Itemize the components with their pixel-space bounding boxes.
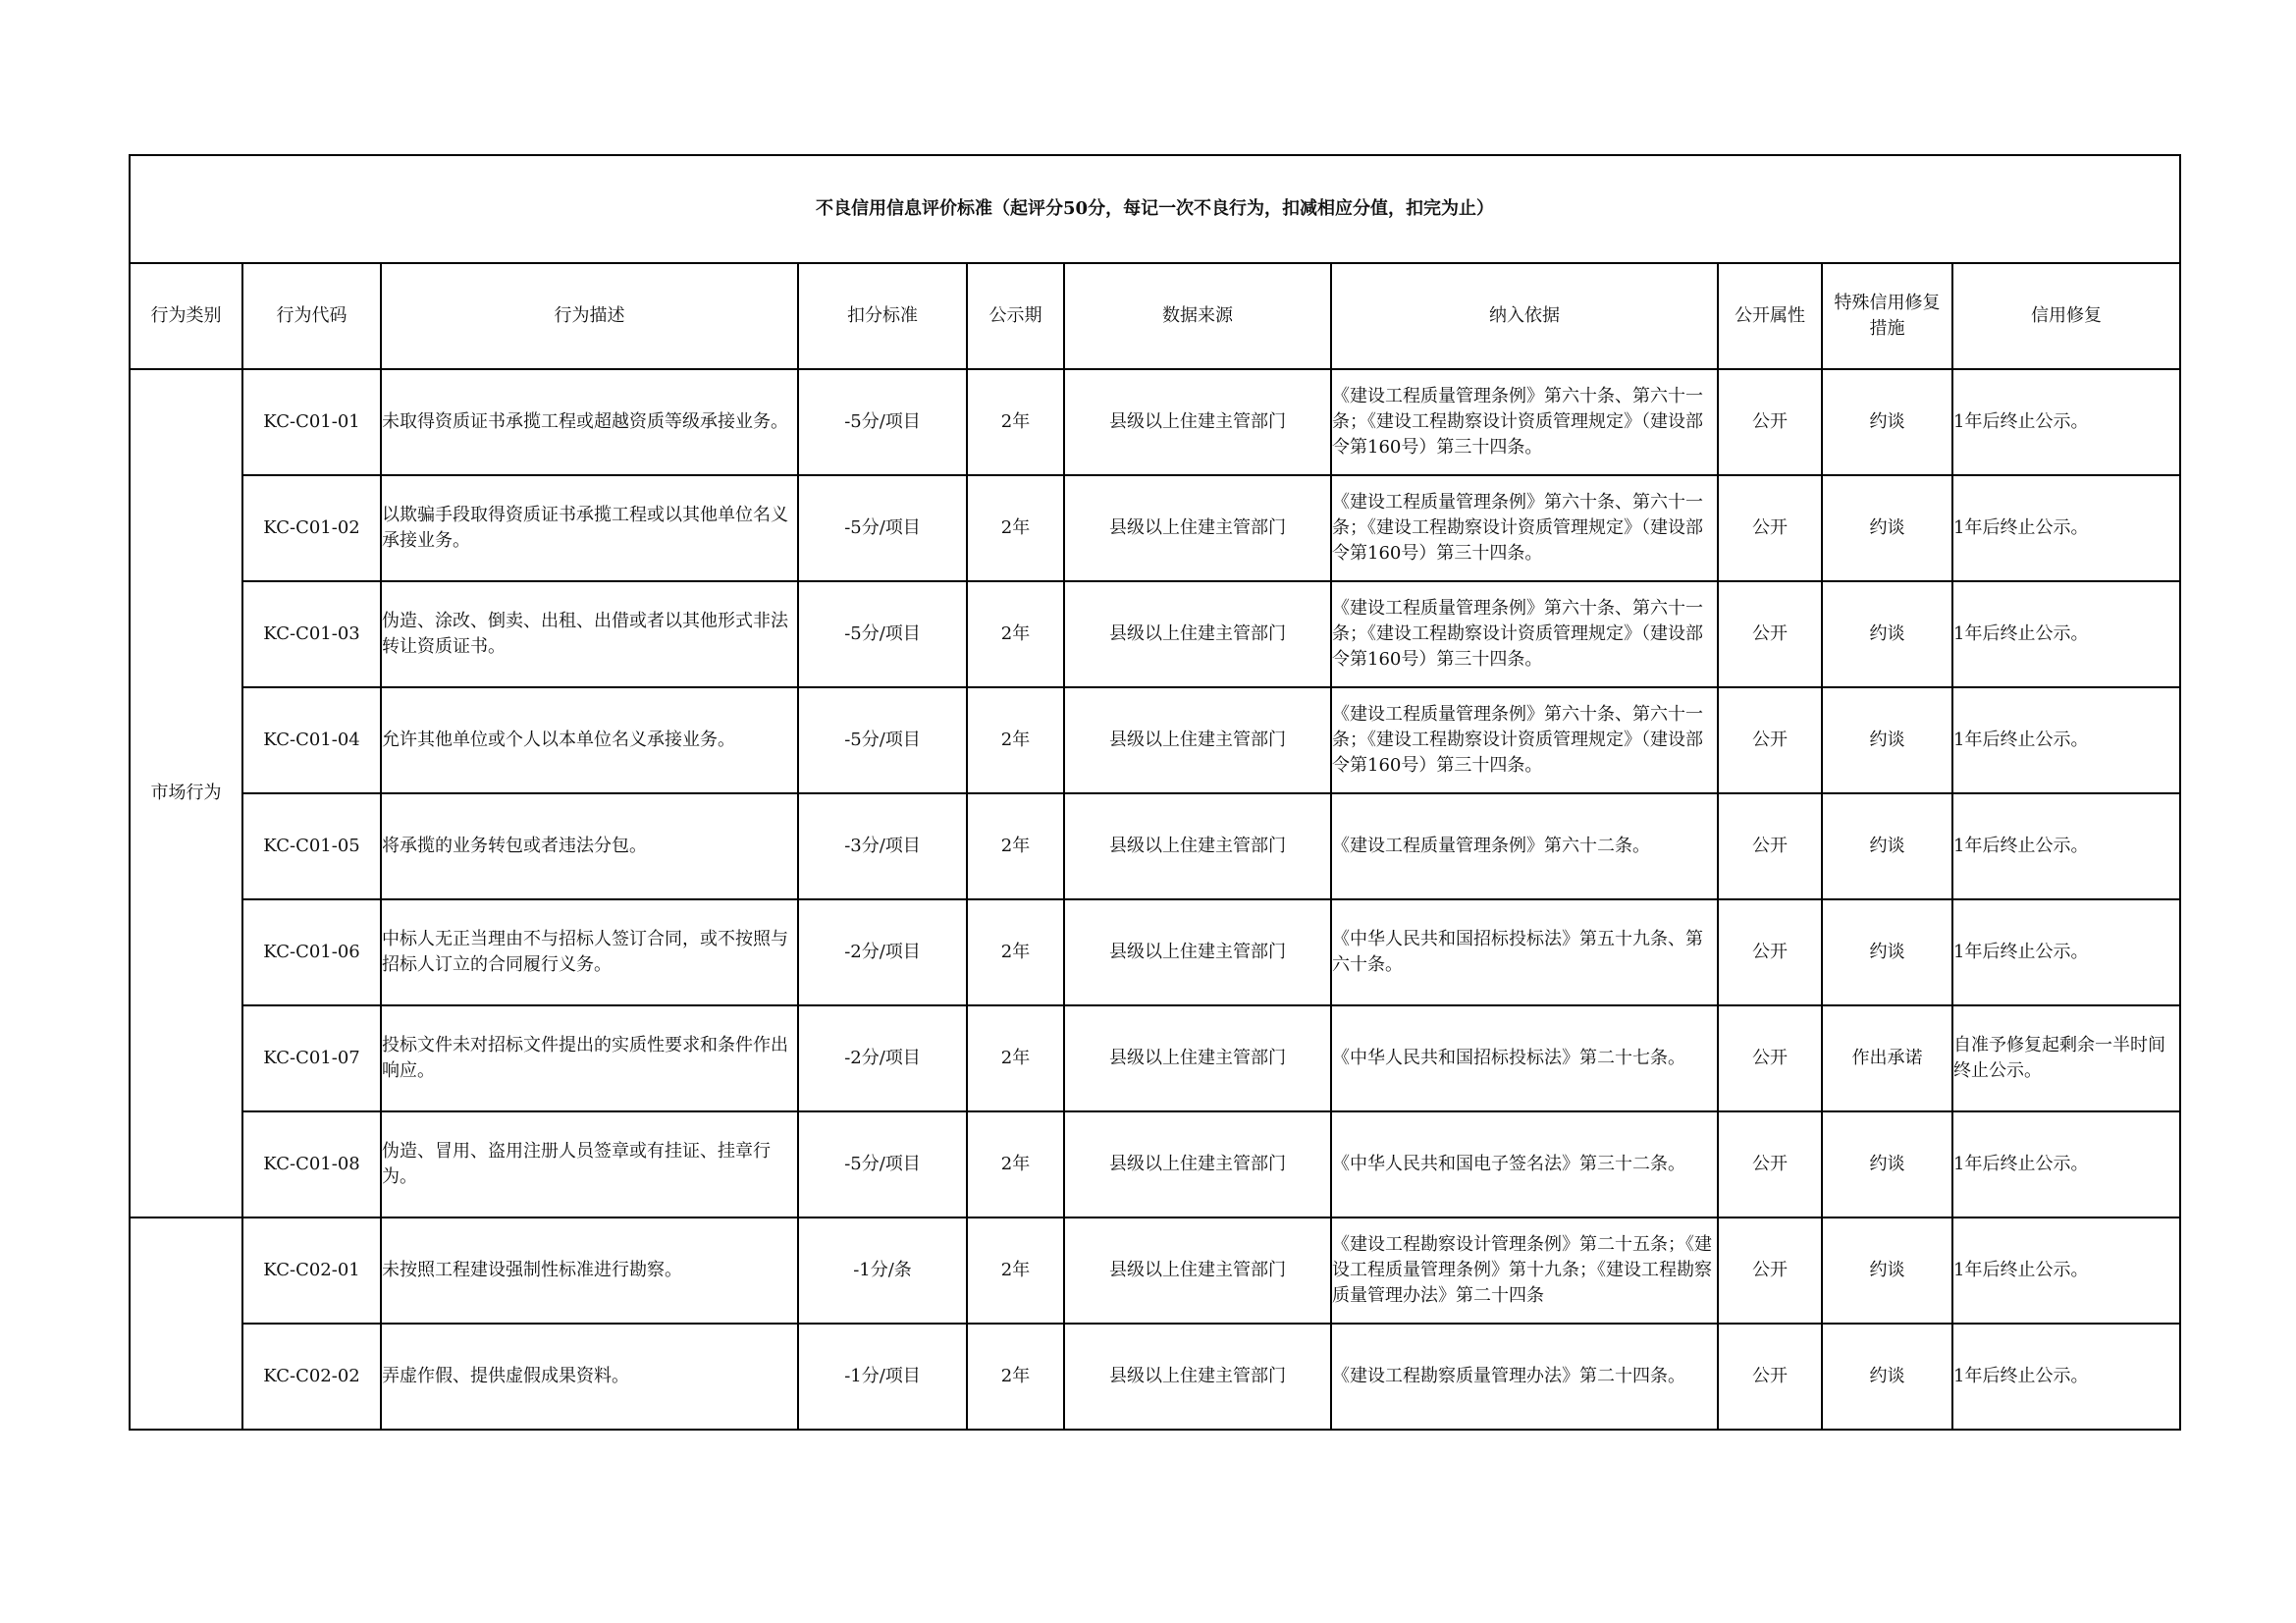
public-cell: 公开: [1718, 475, 1822, 581]
special-repair-cell: 约谈: [1822, 687, 1952, 793]
code-cell: KC-C01-08: [242, 1111, 381, 1217]
description-cell: 伪造、涂改、倒卖、出租、出借或者以其他形式非法转让资质证书。: [381, 581, 798, 687]
public-cell: 公开: [1718, 1217, 1822, 1324]
deduction-cell: -5分/项目: [798, 581, 967, 687]
period-cell: 2年: [967, 1005, 1064, 1111]
header-special-repair: 特殊信用修复措施: [1822, 263, 1952, 369]
source-cell: 县级以上住建主管部门: [1064, 475, 1331, 581]
period-cell: 2年: [967, 1217, 1064, 1324]
table-row: [130, 475, 2180, 581]
period-cell: 2年: [967, 793, 1064, 899]
repair-cell: 1年后终止公示。: [1952, 1324, 2180, 1430]
code-cell: KC-C01-05: [242, 793, 381, 899]
code-cell: KC-C01-06: [242, 899, 381, 1005]
deduction-cell: -3分/项目: [798, 793, 967, 899]
repair-cell: 1年后终止公示。: [1952, 475, 2180, 581]
basis-cell: 《建设工程质量管理条例》第六十条、第六十一条；《建设工程勘察设计资质管理规定》（建设部令第160号）第三十四条。: [1331, 581, 1718, 687]
public-cell: 公开: [1718, 581, 1822, 687]
table-row: [130, 793, 2180, 899]
public-cell: 公开: [1718, 1111, 1822, 1217]
repair-cell: 1年后终止公示。: [1952, 899, 2180, 1005]
description-cell: 以欺骗手段取得资质证书承揽工程或以其他单位名义承接业务。: [381, 475, 798, 581]
description-cell: 弄虚作假、提供虚假成果资料。: [381, 1324, 798, 1430]
description-cell: 伪造、冒用、盗用注册人员签章或有挂证、挂章行为。: [381, 1111, 798, 1217]
basis-cell: 《建设工程勘察质量管理办法》第二十四条。: [1331, 1324, 1718, 1430]
special-repair-cell: 约谈: [1822, 475, 1952, 581]
header-period: 公示期: [967, 263, 1064, 369]
special-repair-cell: 作出承诺: [1822, 1005, 1952, 1111]
repair-cell: 1年后终止公示。: [1952, 793, 2180, 899]
special-repair-cell: 约谈: [1822, 369, 1952, 475]
public-cell: 公开: [1718, 369, 1822, 475]
description-cell: 投标文件未对招标文件提出的实质性要求和条件作出响应。: [381, 1005, 798, 1111]
basis-cell: 《建设工程质量管理条例》第六十二条。: [1331, 793, 1718, 899]
basis-cell: 《建设工程质量管理条例》第六十条、第六十一条；《建设工程勘察设计资质管理规定》（建设部令第160号）第三十四条。: [1331, 475, 1718, 581]
special-repair-cell: 约谈: [1822, 1324, 1952, 1430]
code-cell: KC-C02-01: [242, 1217, 381, 1324]
table-row: [130, 369, 2180, 475]
deduction-cell: -5分/项目: [798, 1111, 967, 1217]
basis-cell: 《建设工程质量管理条例》第六十条、第六十一条；《建设工程勘察设计资质管理规定》（建设部令第160号）第三十四条。: [1331, 687, 1718, 793]
special-repair-cell: 约谈: [1822, 793, 1952, 899]
credit-evaluation-table: [129, 154, 2181, 1431]
period-cell: 2年: [967, 581, 1064, 687]
public-cell: 公开: [1718, 687, 1822, 793]
repair-cell: 1年后终止公示。: [1952, 1217, 2180, 1324]
source-cell: 县级以上住建主管部门: [1064, 687, 1331, 793]
table-row: [130, 1324, 2180, 1430]
deduction-cell: -1分/项目: [798, 1324, 967, 1430]
special-repair-cell: 约谈: [1822, 1111, 1952, 1217]
period-cell: 2年: [967, 475, 1064, 581]
basis-cell: 《中华人民共和国招标投标法》第二十七条。: [1331, 1005, 1718, 1111]
source-cell: 县级以上住建主管部门: [1064, 899, 1331, 1005]
basis-cell: 《建设工程质量管理条例》第六十条、第六十一条；《建设工程勘察设计资质管理规定》（建设部令第160号）第三十四条。: [1331, 369, 1718, 475]
repair-cell: 1年后终止公示。: [1952, 1111, 2180, 1217]
table-row: [130, 1217, 2180, 1324]
public-cell: 公开: [1718, 1005, 1822, 1111]
header-category: 行为类别: [130, 263, 242, 369]
source-cell: 县级以上住建主管部门: [1064, 1217, 1331, 1324]
period-cell: 2年: [967, 1324, 1064, 1430]
header-source: 数据来源: [1064, 263, 1331, 369]
source-cell: 县级以上住建主管部门: [1064, 369, 1331, 475]
header-row: [130, 263, 2180, 369]
repair-cell: 1年后终止公示。: [1952, 687, 2180, 793]
header-public: 公开属性: [1718, 263, 1822, 369]
deduction-cell: -5分/项目: [798, 687, 967, 793]
code-cell: KC-C01-03: [242, 581, 381, 687]
public-cell: 公开: [1718, 899, 1822, 1005]
code-cell: KC-C01-01: [242, 369, 381, 475]
category-cell: 市场行为: [130, 369, 242, 1217]
basis-cell: 《建设工程勘察设计管理条例》第二十五条；《建设工程质量管理条例》第十九条；《建设工程勘察质量管理办法》第二十四条: [1331, 1217, 1718, 1324]
header-description: 行为描述: [381, 263, 798, 369]
description-cell: 允许其他单位或个人以本单位名义承接业务。: [381, 687, 798, 793]
header-basis: 纳入依据: [1331, 263, 1718, 369]
repair-cell: 自准予修复起剩余一半时间终止公示。: [1952, 1005, 2180, 1111]
special-repair-cell: 约谈: [1822, 581, 1952, 687]
table-title: 不良信用信息评价标准（起评分50分，每记一次不良行为，扣减相应分值，扣完为止）: [130, 155, 2180, 263]
header-deduction: 扣分标准: [798, 263, 967, 369]
code-cell: KC-C02-02: [242, 1324, 381, 1430]
header-code: 行为代码: [242, 263, 381, 369]
deduction-cell: -1分/条: [798, 1217, 967, 1324]
table-row: [130, 899, 2180, 1005]
basis-cell: 《中华人民共和国电子签名法》第三十二条。: [1331, 1111, 1718, 1217]
deduction-cell: -5分/项目: [798, 369, 967, 475]
period-cell: 2年: [967, 899, 1064, 1005]
code-cell: KC-C01-07: [242, 1005, 381, 1111]
period-cell: 2年: [967, 1111, 1064, 1217]
public-cell: 公开: [1718, 793, 1822, 899]
table-row: [130, 1005, 2180, 1111]
source-cell: 县级以上住建主管部门: [1064, 1005, 1331, 1111]
table-row: [130, 581, 2180, 687]
code-cell: KC-C01-02: [242, 475, 381, 581]
deduction-cell: -2分/项目: [798, 1005, 967, 1111]
special-repair-cell: 约谈: [1822, 899, 1952, 1005]
deduction-cell: -5分/项目: [798, 475, 967, 581]
description-cell: 将承揽的业务转包或者违法分包。: [381, 793, 798, 899]
code-cell: KC-C01-04: [242, 687, 381, 793]
description-cell: 中标人无正当理由不与招标人签订合同，或不按照与招标人订立的合同履行义务。: [381, 899, 798, 1005]
special-repair-cell: 约谈: [1822, 1217, 1952, 1324]
repair-cell: 1年后终止公示。: [1952, 581, 2180, 687]
description-cell: 未按照工程建设强制性标准进行勘察。: [381, 1217, 798, 1324]
table-row: [130, 1111, 2180, 1217]
source-cell: 县级以上住建主管部门: [1064, 1111, 1331, 1217]
source-cell: 县级以上住建主管部门: [1064, 581, 1331, 687]
basis-cell: 《中华人民共和国招标投标法》第五十九条、第六十条。: [1331, 899, 1718, 1005]
category-cell: [130, 1217, 242, 1430]
repair-cell: 1年后终止公示。: [1952, 369, 2180, 475]
description-cell: 未取得资质证书承揽工程或超越资质等级承接业务。: [381, 369, 798, 475]
period-cell: 2年: [967, 687, 1064, 793]
public-cell: 公开: [1718, 1324, 1822, 1430]
source-cell: 县级以上住建主管部门: [1064, 793, 1331, 899]
deduction-cell: -2分/项目: [798, 899, 967, 1005]
header-repair: 信用修复: [1952, 263, 2180, 369]
table-row: [130, 687, 2180, 793]
period-cell: 2年: [967, 369, 1064, 475]
source-cell: 县级以上住建主管部门: [1064, 1324, 1331, 1430]
